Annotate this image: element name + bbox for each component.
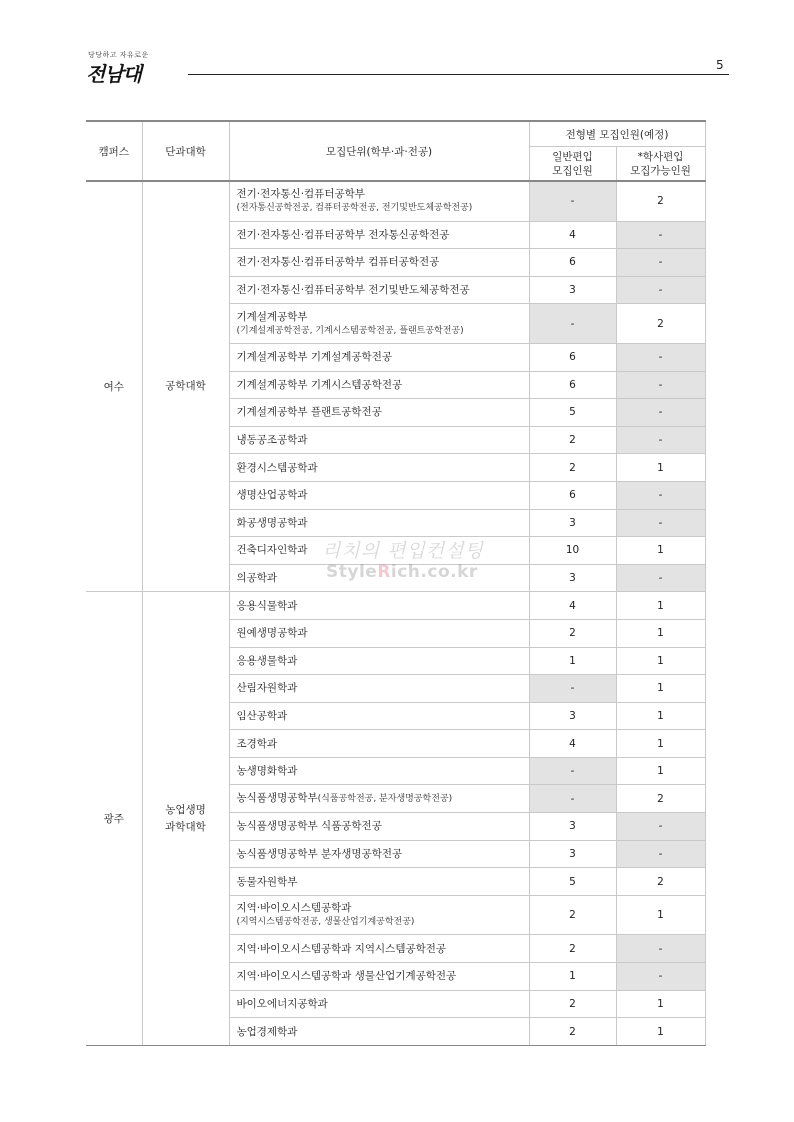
college-cell: 농업생명 과학대학 — [142, 592, 229, 1046]
general-count: - — [529, 785, 616, 813]
general-count: - — [529, 757, 616, 785]
table-body — [86, 181, 705, 1045]
unit-name: 생명산업공학과 — [236, 489, 308, 502]
unit-cell — [229, 675, 529, 703]
bachelor-count: 1 — [616, 619, 705, 647]
recruitment-table — [86, 120, 706, 1046]
bachelor-count: - — [616, 426, 705, 454]
bachelor-count: 2 — [616, 868, 705, 896]
bachelor-count: 1 — [616, 1018, 705, 1046]
unit-name: 기계설계공학부 플랜트공학전공 — [236, 406, 382, 419]
table-header — [86, 121, 705, 181]
general-count: 10 — [529, 537, 616, 565]
unit-cell — [229, 619, 529, 647]
bachelor-count: - — [616, 509, 705, 537]
unit-cell — [229, 935, 529, 963]
unit-name: 건축디자인학과 — [236, 544, 308, 557]
unit-cell — [229, 399, 529, 427]
table-row — [86, 181, 705, 221]
unit-sub: (기계설계공학전공, 기계시스템공학전공, 플랜트공학전공) — [236, 325, 464, 336]
bachelor-count: - — [616, 840, 705, 868]
bachelor-count: - — [616, 371, 705, 399]
general-count: 1 — [529, 647, 616, 675]
bachelor-count: 1 — [616, 454, 705, 482]
bachelor-count: - — [616, 564, 705, 592]
unit-name: 냉동공조공학과 — [236, 434, 308, 447]
bachelor-count: 1 — [616, 895, 705, 935]
unit-cell — [229, 371, 529, 399]
unit-cell — [229, 343, 529, 371]
general-count: - — [529, 181, 616, 221]
unit-name: 농식품생명공학부 식품공학전공 — [236, 820, 382, 833]
general-count: 6 — [529, 481, 616, 509]
unit-name: 조경학과 — [236, 737, 278, 750]
bachelor-count: 1 — [616, 647, 705, 675]
unit-cell — [229, 304, 529, 344]
watermark-url-c: ich.co.kr — [390, 562, 478, 582]
unit-cell — [229, 276, 529, 304]
unit-name: 임산공학과 — [236, 709, 288, 722]
general-count: 2 — [529, 454, 616, 482]
general-count: - — [529, 675, 616, 703]
general-count: 3 — [529, 813, 616, 841]
unit-name: 전기·전자통신·컴퓨터공학부 — [236, 188, 365, 201]
unit-inline-sub: (식품공학전공, 분자생명공학전공) — [317, 794, 453, 805]
unit-cell — [229, 481, 529, 509]
campus-cell: 광주 — [86, 592, 142, 1046]
bachelor-count: 2 — [616, 181, 705, 221]
unit-name: 지역·바이오시스템공학과 지역시스템공학전공 — [236, 942, 447, 955]
unit-name: 응용생물학과 — [236, 654, 298, 667]
unit-name: 기계설계공학부 기계설계공학전공 — [236, 351, 392, 364]
logo-slogan: 당당하고 자유로운 — [88, 51, 149, 59]
unit-name: 화공생명공학과 — [236, 516, 308, 529]
unit-cell — [229, 221, 529, 249]
unit-cell — [229, 840, 529, 868]
unit-name: 의공학과 — [236, 572, 278, 585]
unit-cell — [229, 895, 529, 935]
general-count: 6 — [529, 371, 616, 399]
unit-cell — [229, 785, 529, 813]
general-count: 4 — [529, 592, 616, 620]
bachelor-count: - — [616, 963, 705, 991]
unit-cell — [229, 868, 529, 896]
unit-cell — [229, 1018, 529, 1046]
logo-wordmark: 전남대 — [86, 62, 141, 86]
bachelor-count: 1 — [616, 990, 705, 1018]
general-count: 4 — [529, 730, 616, 758]
header-bachelor: *학사편입 모집가능인원 — [616, 147, 705, 182]
header-group: 전형별 모집인원(예정) — [529, 121, 705, 147]
unit-name: 지역·바이오시스템공학과 — [236, 902, 352, 915]
header-rule — [188, 74, 729, 75]
general-count: 4 — [529, 221, 616, 249]
general-count: 2 — [529, 935, 616, 963]
unit-name: 산림자원학과 — [236, 682, 298, 695]
unit-name: 전기·전자통신·컴퓨터공학부 전자통신공학전공 — [236, 228, 450, 241]
unit-cell — [229, 963, 529, 991]
unit-name: 기계설계공학부 기계시스템공학전공 — [236, 378, 403, 391]
unit-cell — [229, 509, 529, 537]
general-count: 5 — [529, 399, 616, 427]
bachelor-count: 1 — [616, 702, 705, 730]
bachelor-count: - — [616, 221, 705, 249]
general-count: 3 — [529, 276, 616, 304]
bachelor-count: 1 — [616, 537, 705, 565]
unit-sub: (전자통신공학전공, 컴퓨터공학전공, 전기및반도체공학전공) — [236, 203, 473, 214]
unit-name: 바이오에너지공학과 — [236, 997, 328, 1010]
unit-name: 전기·전자통신·컴퓨터공학부 전기및반도체공학전공 — [236, 284, 470, 297]
bachelor-count: 1 — [616, 592, 705, 620]
bachelor-count: - — [616, 249, 705, 277]
unit-cell — [229, 647, 529, 675]
unit-name: 농식품생명공학부 분자생명공학전공 — [236, 847, 403, 860]
university-logo — [86, 50, 176, 84]
bachelor-count: 2 — [616, 785, 705, 813]
unit-name: 농생명화학과 — [236, 765, 298, 778]
unit-sub: (지역시스템공학전공, 생물산업기계공학전공) — [236, 917, 415, 928]
unit-name: 지역·바이오시스템공학과 생물산업기계공학전공 — [236, 970, 457, 983]
header-campus: 캠퍼스 — [86, 121, 142, 181]
bachelor-count: - — [616, 813, 705, 841]
unit-cell — [229, 730, 529, 758]
bachelor-count: - — [616, 481, 705, 509]
bachelor-count: 1 — [616, 757, 705, 785]
unit-cell — [229, 990, 529, 1018]
general-count: - — [529, 304, 616, 344]
bachelor-count: - — [616, 399, 705, 427]
unit-cell — [229, 757, 529, 785]
header-general: 일반편입 모집인원 — [529, 147, 616, 182]
bachelor-count: 1 — [616, 675, 705, 703]
general-count: 2 — [529, 426, 616, 454]
watermark-text: 리치의 편입컨설팅 — [322, 540, 484, 562]
campus-cell: 여수 — [86, 181, 142, 592]
general-count: 2 — [529, 990, 616, 1018]
unit-cell — [229, 813, 529, 841]
general-count: 1 — [529, 963, 616, 991]
general-count: 2 — [529, 1018, 616, 1046]
unit-cell — [229, 249, 529, 277]
unit-name: 기계설계공학부 — [236, 310, 308, 323]
general-count: 2 — [529, 619, 616, 647]
bachelor-count: - — [616, 276, 705, 304]
unit-cell — [229, 426, 529, 454]
unit-cell — [229, 702, 529, 730]
general-count: 3 — [529, 840, 616, 868]
bachelor-count: 2 — [616, 304, 705, 344]
watermark-url — [326, 562, 478, 582]
unit-name: 전기·전자통신·컴퓨터공학부 컴퓨터공학전공 — [236, 256, 440, 269]
unit-name: 원예생명공학과 — [236, 627, 308, 640]
unit-cell — [229, 181, 529, 221]
unit-name: 동물자원학부 — [236, 875, 298, 888]
page-header — [0, 0, 794, 90]
general-count: 3 — [529, 702, 616, 730]
general-count: 5 — [529, 868, 616, 896]
unit-name: 응용식물학과 — [236, 599, 298, 612]
bachelor-count: 1 — [616, 730, 705, 758]
unit-cell — [229, 592, 529, 620]
college-cell: 공학대학 — [142, 181, 229, 592]
general-count: 2 — [529, 895, 616, 935]
watermark-url-a: Style — [326, 562, 378, 582]
general-count: 3 — [529, 564, 616, 592]
header-college: 단과대학 — [142, 121, 229, 181]
unit-name: 농업경제학과 — [236, 1025, 298, 1038]
unit-name: 농식품생명공학부 — [236, 792, 318, 805]
general-count: 6 — [529, 249, 616, 277]
unit-name: 환경시스템공학과 — [236, 461, 318, 474]
table-row — [86, 592, 705, 620]
page-number: 5 — [716, 58, 724, 72]
bachelor-count: - — [616, 343, 705, 371]
general-count: 6 — [529, 343, 616, 371]
header-unit: 모집단위(학부·과·전공) — [229, 121, 529, 181]
general-count: 3 — [529, 509, 616, 537]
unit-cell — [229, 454, 529, 482]
bachelor-count: - — [616, 935, 705, 963]
watermark-url-b: R — [377, 562, 391, 582]
